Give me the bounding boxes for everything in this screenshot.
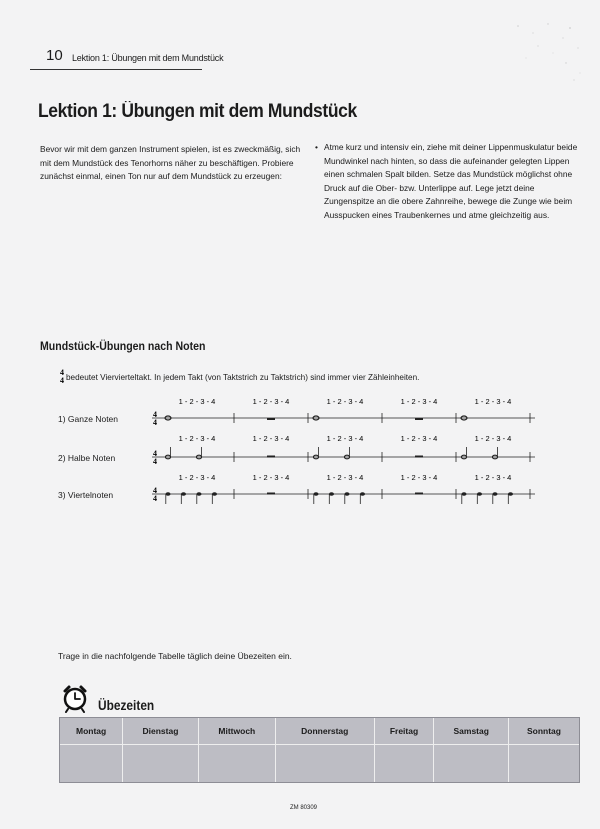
rest-symbol: [267, 493, 275, 495]
day-header-donnerstag: Donnerstag: [275, 718, 374, 745]
quarter-note: [508, 492, 513, 496]
practice-entry-row: [60, 745, 579, 783]
whole-note: [165, 416, 171, 420]
quarter-note: [181, 492, 186, 496]
time-signature-bottom: 4: [153, 457, 157, 466]
ts-top: 4: [60, 368, 64, 377]
day-header-dienstag: Dienstag: [123, 718, 198, 745]
exercise-label-whole: 1) Ganze Noten: [58, 414, 119, 424]
count-label: 1 - 2 - 3 - 4: [252, 473, 290, 482]
instruction-text: Trage in die nachfolgende Tabelle täglich deine Übezeiten ein.: [58, 651, 292, 661]
quarter-note: [329, 492, 334, 496]
time-signature-top: 4: [153, 449, 157, 458]
page-number: 10: [46, 47, 63, 64]
count-label: 1 - 2 - 3 - 4: [326, 473, 364, 482]
time-signature-top: 4: [153, 410, 157, 419]
day-header-mittwoch: Mittwoch: [198, 718, 275, 745]
entry-cell-freitag[interactable]: [374, 745, 434, 783]
count-label: 1 - 2 - 3 - 4: [326, 397, 364, 406]
day-header-freitag: Freitag: [374, 718, 434, 745]
count-label: 1 - 2 - 3 - 4: [252, 434, 290, 443]
half-note: [461, 455, 466, 459]
entry-cell-mittwoch[interactable]: [198, 745, 275, 783]
rest-symbol: [415, 493, 423, 495]
rest-symbol: [415, 418, 423, 420]
half-note: [492, 455, 497, 459]
rest-symbol: [415, 456, 423, 458]
alarm-clock-icon: [60, 683, 90, 713]
intro-left-paragraph: Bevor wir mit dem ganzen Instrument spielen, ist es zweckmäßig, sich mit dem Mundstück des Tenorhorns näher zu beschäftigen. Probiere zunächst einmal, einen Ton nur auf dem Mundstück zu erzeugen:: [40, 144, 301, 182]
whole-note: [461, 416, 467, 420]
bullet-marker: •: [315, 142, 318, 152]
whole-note: [313, 416, 319, 420]
count-label: 1 - 2 - 3 - 4: [474, 434, 512, 443]
quarter-note: [360, 492, 365, 496]
time-signature-bottom: 4: [153, 494, 157, 503]
practice-table-title: Übezeiten: [98, 697, 155, 713]
day-header-sonntag: Sonntag: [526, 726, 561, 736]
half-note: [313, 455, 318, 459]
exercise-label-quarter: 3) Viertelnoten: [58, 490, 114, 500]
rest-symbol: [267, 456, 275, 458]
time-signature-icon: [58, 368, 66, 384]
time-signature-bottom: 4: [153, 418, 157, 427]
count-label: 1 - 2 - 3 - 4: [400, 434, 438, 443]
lesson-title: Lektion 1: Übungen mit dem Mundstück: [38, 101, 357, 122]
half-note: [344, 455, 349, 459]
intro-right-paragraph: [315, 141, 578, 223]
count-label: 1 - 2 - 3 - 4: [178, 434, 216, 443]
quarter-note: [345, 492, 350, 496]
ts-bottom: 4: [60, 376, 64, 384]
half-note: [196, 455, 201, 459]
entry-cell-samstag[interactable]: [434, 745, 508, 783]
half-note: [165, 455, 170, 459]
quarter-note: [212, 492, 217, 496]
entry-cell-donnerstag[interactable]: [275, 745, 374, 783]
quarter-note: [462, 492, 467, 496]
day-header-samstag: Samstag: [434, 718, 508, 745]
entry-cell-montag[interactable]: [60, 745, 123, 783]
time-signature-top: 4: [153, 486, 157, 495]
count-label: 1 - 2 - 3 - 4: [178, 397, 216, 406]
count-label: 1 - 2 - 3 - 4: [400, 397, 438, 406]
footer-code: ZM 80309: [290, 805, 318, 811]
entry-cell-sonntag[interactable]: [508, 745, 579, 783]
exercise-label-half: 2) Halbe Noten: [58, 453, 116, 463]
count-label: 1 - 2 - 3 - 4: [178, 473, 216, 482]
practice-time-table: [59, 717, 580, 783]
count-label: 1 - 2 - 3 - 4: [326, 434, 364, 443]
count-label: 1 - 2 - 3 - 4: [400, 473, 438, 482]
quarter-note: [197, 492, 202, 496]
entry-cell-dienstag[interactable]: [123, 745, 198, 783]
quarter-note: [166, 492, 171, 496]
count-label: 1 - 2 - 3 - 4: [474, 473, 512, 482]
quarter-note: [314, 492, 319, 496]
count-label: 1 - 2 - 3 - 4: [252, 397, 290, 406]
section-heading: Mundstück-Übungen nach Noten: [40, 339, 206, 353]
count-label: 1 - 2 - 3 - 4: [474, 397, 512, 406]
running-head: Lektion 1: Übungen mit dem Mundstück: [72, 53, 224, 63]
quarter-note: [493, 492, 498, 496]
day-header-montag: Montag: [60, 718, 123, 745]
paper-speckle: [508, 18, 588, 88]
quarter-note: [477, 492, 482, 496]
rest-symbol: [267, 418, 275, 420]
intro-right-text: Atme kurz und intensiv ein, ziehe mit deiner Lippenmuskulatur beide Mundwinkel nach hinten, so dass die aufeinander gelegten Lippen einen schmalen Spalt bilden. Setze das Mundstück möglichst ohne Druck auf die Ober- bzw. Unterlippe auf. Lege jetzt deine Zungenspitze an die obere Zahnreihe, bewege die Zunge wie beim Ausspucken eines Traubenkernes und atme gleichzeitig aus.: [324, 142, 578, 220]
time-signature-note: bedeutet Viervierteltakt. In jedem Takt (von Taktstrich zu Taktstrich) sind immer vier Zähleinheiten.: [66, 373, 420, 382]
header-rule: [30, 69, 202, 70]
